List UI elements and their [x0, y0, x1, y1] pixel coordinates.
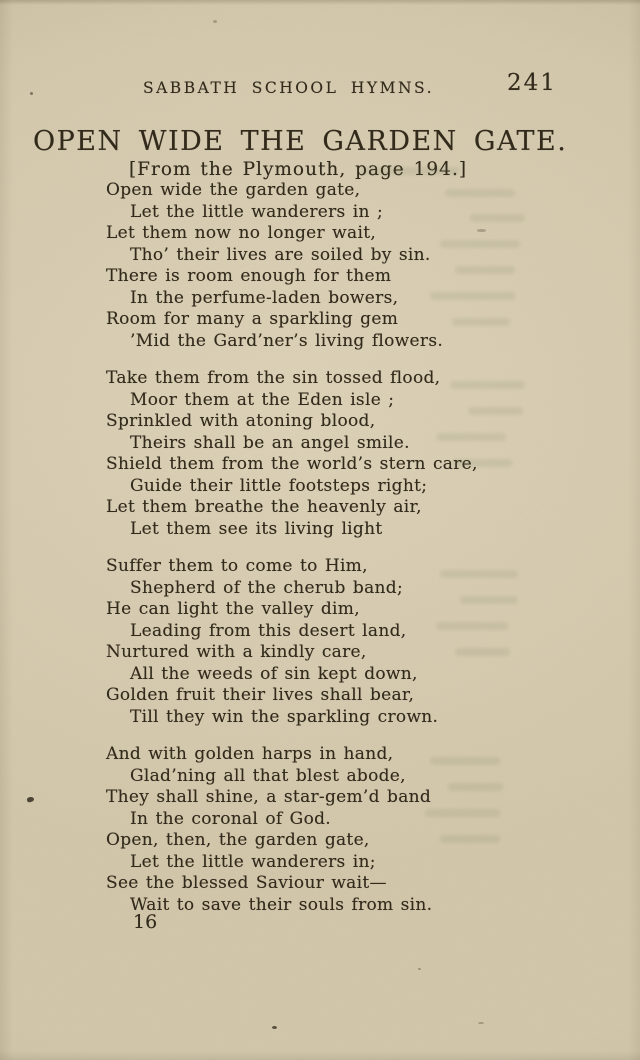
ink-speck: [418, 968, 421, 970]
bleedthrough-mark: [436, 622, 508, 630]
hymn-line: Glad’ning all that blest abode,: [130, 765, 406, 786]
bleedthrough-mark: [452, 459, 512, 467]
hymn-line: Sprinkled with atoning blood,: [106, 411, 376, 431]
hymn-line: Take them from the sin tossed flood,: [106, 368, 441, 388]
hymn-body: [106, 180, 478, 932]
hymn-line: Leading from this desert land,: [130, 620, 407, 641]
stanza-3: [106, 556, 478, 728]
hymn-line: Theirs shall be an angel smile.: [130, 432, 410, 453]
bleedthrough-mark: [455, 266, 515, 274]
hymn-line: All the weeds of sin kept down,: [130, 663, 418, 684]
footer-page-number: 16: [133, 911, 158, 933]
hymn-line: Moor them at the Eden isle ;: [130, 389, 395, 410]
hymn-title: OPEN WIDE THE GARDEN GATE.: [33, 126, 568, 157]
hymn-line: They shall shine, a star-gem’d band: [106, 787, 432, 807]
hymn-line: ’Mid the Gard’ner’s living flowers.: [130, 330, 444, 351]
ink-speck: [272, 1026, 277, 1029]
hymn-line: Let the little wanderers in ;: [130, 201, 384, 222]
bleedthrough-mark: [430, 757, 500, 765]
bleedthrough-mark: [448, 783, 503, 791]
ink-speck: [477, 229, 486, 232]
bleedthrough-mark: [436, 433, 506, 441]
hymn-line: Suffer them to come to Him,: [106, 556, 368, 576]
bleedthrough-mark: [470, 214, 525, 222]
hymn-line: Shepherd of the cherub band;: [130, 577, 404, 598]
hymn-line: Till they win the sparkling crown.: [130, 706, 439, 727]
stanza-1: [106, 180, 478, 352]
stanza-2: [106, 368, 478, 540]
hymn-line: Let them now no longer wait,: [106, 223, 377, 243]
hymn-line: Guide their little footsteps right;: [130, 475, 428, 496]
hymn-line: In the perfume-laden bowers,: [130, 287, 399, 308]
hymn-line: He can light the valley dim,: [106, 599, 360, 619]
ink-speck: [30, 92, 33, 95]
hymn-line: Open, then, the garden gate,: [106, 830, 370, 850]
bleedthrough-mark: [450, 381, 525, 389]
bleedthrough-mark: [440, 570, 518, 578]
ink-speck: [213, 20, 217, 23]
bleedthrough-mark: [425, 809, 500, 817]
hymn-line: Let the little wanderers in;: [130, 851, 376, 872]
ink-speck: [478, 1022, 484, 1024]
hymn-line: Nurtured with a kindly care,: [106, 642, 367, 662]
bleedthrough-mark: [468, 407, 523, 415]
source-note: [From the Plymouth, page 194.]: [128, 159, 468, 180]
bleedthrough-mark: [440, 835, 500, 843]
bleedthrough-mark: [440, 240, 520, 248]
hymn-line: See the blessed Saviour wait—: [106, 873, 387, 893]
hymn-line: Open wide the garden gate,: [106, 180, 361, 200]
hymn-line: Golden fruit their lives shall bear,: [106, 685, 415, 705]
hymn-line: Let them breathe the heavenly air,: [106, 497, 422, 517]
hymn-line: Let them see its living light: [130, 518, 383, 539]
hymn-line: Room for many a sparkling gem: [106, 309, 399, 329]
hymn-line: There is room enough for them: [106, 266, 392, 286]
stanza-4: [106, 744, 478, 916]
bleedthrough-mark: [430, 292, 515, 300]
bleedthrough-mark: [445, 189, 515, 197]
bleedthrough-mark: [452, 318, 510, 326]
hymn-line: In the coronal of God.: [130, 808, 331, 829]
bleedthrough-mark: [460, 596, 518, 604]
hymn-line: Wait to save their souls from sin.: [130, 894, 433, 915]
running-header: SABBATH SCHOOL HYMNS.: [143, 79, 435, 97]
ink-speck: [26, 796, 34, 803]
page-number: 241: [507, 70, 557, 96]
bleedthrough-mark: [455, 648, 510, 656]
hymn-line: Tho’ their lives are soiled by sin.: [130, 244, 431, 265]
hymn-line: And with golden harps in hand,: [106, 744, 394, 764]
bleedthrough-mark: [360, 167, 460, 175]
hymn-line: Shield them from the world’s stern care,: [106, 454, 478, 474]
